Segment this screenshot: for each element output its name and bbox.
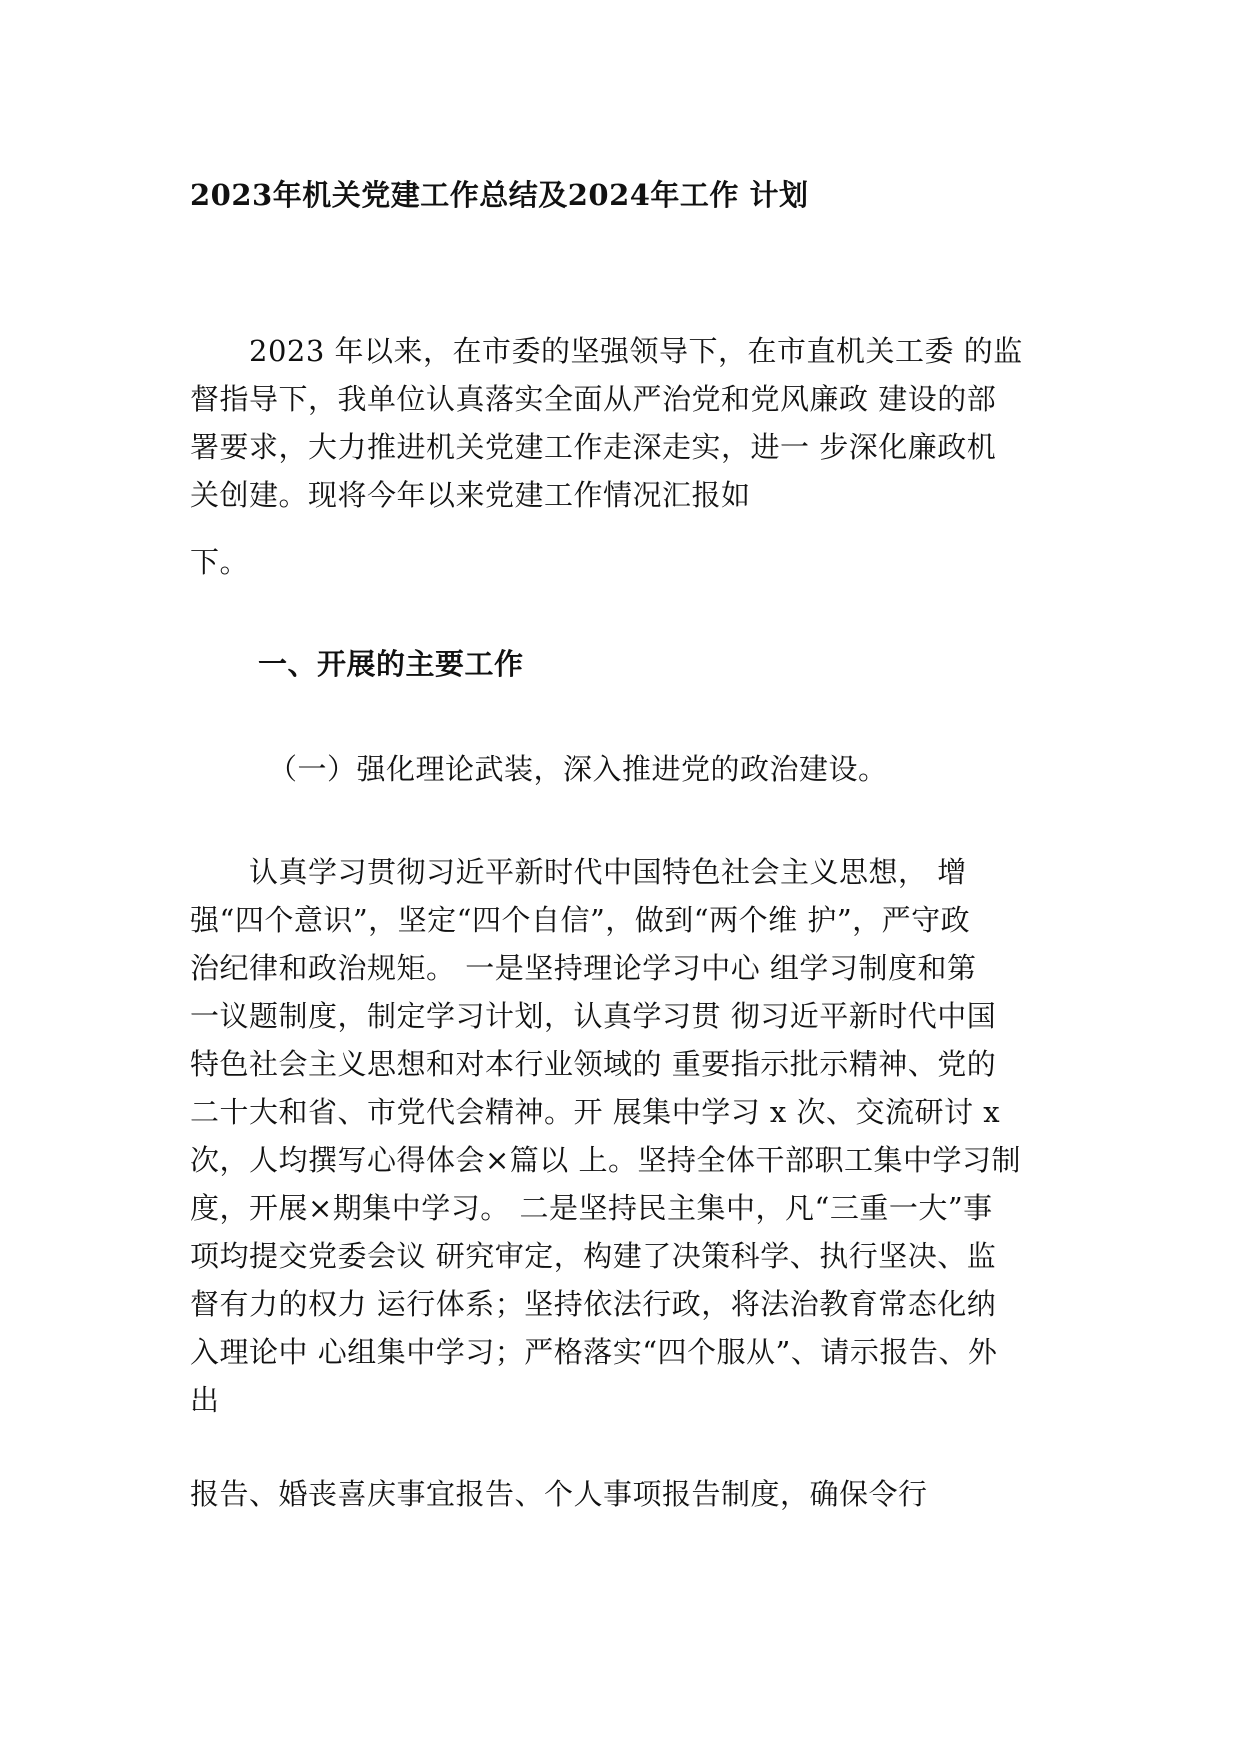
body-line: 强“四个意识”，坚定“四个自信”，做到“两个维 护”，严守政 <box>190 903 971 937</box>
intro-line: 督指导下，我单位认真落实全面从严治党和党风廉政 建设的部 <box>190 382 997 416</box>
body-line: 入理论中 心组集中学习；严格落实“四个服从”、请示报告、外 <box>190 1335 998 1369</box>
body-line: 出 <box>190 1383 220 1417</box>
body-line: 度，开展×期集中学习。 二是坚持民主集中，凡“三重一大”事 <box>190 1191 993 1225</box>
body-paragraph <box>190 848 1060 1424</box>
section-heading: 一、开展的主要工作 <box>258 647 524 681</box>
intro-line: 署要求，大力推进机关党建工作走深走实，进一 步深化廉政机 <box>190 430 997 464</box>
body-line: 督有力的权力 运行体系；坚持依法行政，将法治教育常态化纳 <box>190 1287 997 1321</box>
body-line: 治纪律和政治规矩。 一是坚持理论学习中心 组学习制度和第 <box>190 951 977 985</box>
body-line: 项均提交党委会议 研究审定，构建了决策科学、执行坚决、监 <box>190 1239 997 1273</box>
body-line: 认真学习贯彻习近平新时代中国特色社会主义思想， 增 <box>190 855 967 889</box>
body-paragraph-continuation: 报告、婚丧喜庆事宜报告、个人事项报告制度，确保令行 <box>190 1477 928 1511</box>
body-line: 次，人均撰写心得体会×篇以 上。坚持全体干部职工集中学习制 <box>190 1143 1022 1177</box>
intro-line: 关创建。现将今年以来党建工作情况汇报如 <box>190 478 751 512</box>
intro-paragraph <box>190 327 1060 519</box>
intro-line: 2023 年以来，在市委的坚强领导下，在市直机关工委 的监 <box>190 334 1023 368</box>
body-line: 二十大和省、市党代会精神。开 展集中学习 x 次、交流研讨 x <box>190 1095 1001 1129</box>
document-title: 2023年机关党建工作总结及2024年工作 计划 <box>190 178 809 212</box>
subsection-heading: （一）强化理论武装，深入推进党的政治建设。 <box>268 752 888 786</box>
body-line: 特色社会主义思想和对本行业领域的 重要指示批示精神、党的 <box>190 1047 997 1081</box>
body-line: 一议题制度，制定学习计划，认真学习贯 彻习近平新时代中国 <box>190 999 997 1033</box>
intro-paragraph-tail: 下。 <box>190 545 250 579</box>
